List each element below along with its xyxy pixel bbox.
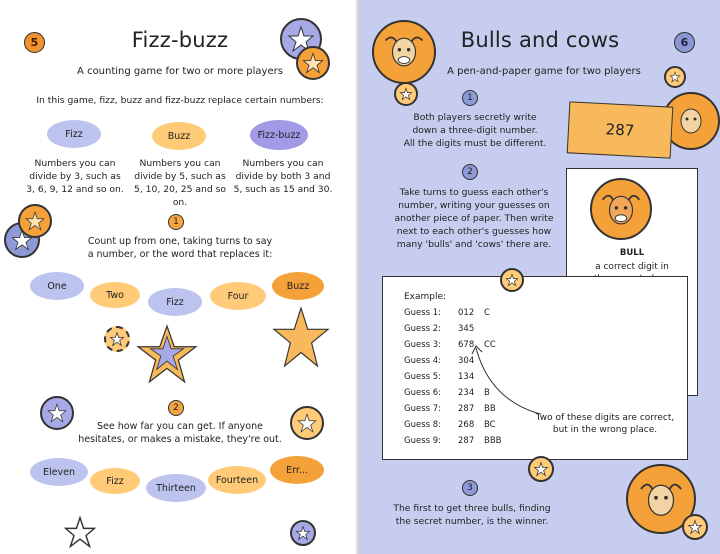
sequence-bubble-one: One	[30, 272, 84, 300]
fizz-desc-line: Numbers you can	[34, 158, 116, 169]
fizzbuzz-rule-bubble: Fizz-buzz	[250, 120, 308, 150]
left-page	[0, 0, 358, 554]
guess-value: 234	[458, 388, 475, 398]
small-star-badge-icon	[104, 326, 130, 352]
guess-label: Guess 9:	[404, 436, 442, 446]
fizzbuzz-desc-line: divide by both 3 and	[235, 171, 331, 182]
sequence-bubble-fizz: Fizz	[148, 288, 202, 316]
buzz-rule-bubble: Buzz	[152, 122, 206, 150]
step-1-line: Count up from one, taking turns to say	[87, 236, 273, 247]
example-heading: Example:	[404, 292, 447, 302]
guess-result: B	[484, 388, 490, 398]
fizz-desc-line: divide by 3, such as	[29, 171, 121, 182]
secret-number-card	[567, 101, 674, 158]
step-2-line: Take turns to guess each other's	[399, 187, 549, 198]
fizz-rule-description	[22, 157, 128, 196]
buzz-desc-line: Numbers you can	[139, 158, 221, 169]
step-3-number-right: 3	[462, 480, 478, 496]
fizz-desc-line: 3, 6, 9, 12 and so on.	[26, 184, 124, 195]
guess-label: Guess 8:	[404, 420, 442, 430]
step-2-number-right: 2	[462, 164, 478, 180]
guess-label: Guess 1:	[404, 308, 442, 318]
small-star-badge-icon	[394, 82, 418, 106]
page-title-left: Fizz-buzz	[131, 28, 229, 52]
step-2-number-left: 2	[168, 400, 184, 416]
step-2-line: hesitates, or makes a mistake, they're out.	[78, 434, 282, 445]
star-badge-icon	[296, 46, 330, 80]
step-3-text-right	[386, 502, 558, 528]
page-number-right: 6	[674, 32, 695, 53]
guess-value: 304	[458, 356, 475, 366]
sequence-bubble-fourteen: Fourteen	[208, 466, 266, 494]
sequence-bubble-two: Two	[90, 282, 140, 308]
fizzbuzz-rule-description	[230, 157, 336, 196]
step-1-text-left	[60, 235, 300, 261]
step-1-line: Both players secretly write	[413, 112, 537, 123]
small-star-medal-icon	[290, 520, 316, 546]
small-star-badge-icon	[664, 66, 686, 88]
star-badge-icon	[18, 204, 52, 238]
guess-label: Guess 3:	[404, 340, 442, 350]
step-3-line: The first to get three bulls, finding	[393, 503, 551, 514]
small-star-badge-icon	[682, 514, 708, 540]
guess-value: 268	[458, 420, 475, 430]
example-note-line: Two of these digits are correct,	[535, 413, 675, 423]
step-2-line: next to each other's guesses how	[396, 226, 552, 237]
buzz-desc-line: divide by 5, such as	[134, 171, 226, 182]
step-1-text-right	[400, 111, 550, 150]
guess-result: CC	[484, 340, 496, 350]
guess-label: Guess 2:	[404, 324, 442, 334]
step-1-number-right: 1	[462, 90, 478, 106]
sequence-bubble-buzz: Buzz	[272, 272, 324, 300]
example-note	[532, 412, 678, 436]
buzz-desc-line: 5, 10, 20, 25 and so on.	[134, 184, 226, 208]
annotation-arrow-icon	[470, 340, 550, 420]
step-1-line: a number, or the word that replaces it:	[87, 249, 273, 260]
guess-value: 678	[458, 340, 475, 350]
step-1-line: All the digits must be different.	[403, 138, 547, 149]
intro-text: In this game, fizz, buzz and fizz-buzz replace certain numbers:	[36, 95, 324, 106]
guess-label: Guess 6:	[404, 388, 442, 398]
subtitle-left: A counting game for two or more players	[77, 66, 283, 77]
guess-result: BBB	[484, 436, 502, 446]
bull-icon	[590, 178, 652, 240]
step-2-line: number, writing your guesses on	[398, 200, 550, 211]
page-number-left: 5	[24, 32, 45, 53]
secret-number: 287	[605, 120, 635, 140]
step-2-line: See how far you can get. If anyone	[97, 421, 263, 432]
guess-result: BC	[484, 420, 496, 430]
large-star-icon	[136, 324, 198, 386]
guess-label: Guess 4:	[404, 356, 442, 366]
sequence-bubble-err: Err...	[270, 456, 324, 484]
step-1-line: down a three-digit number.	[412, 125, 538, 136]
example-note-line: but in the wrong place.	[552, 425, 658, 435]
guess-value: 287	[458, 404, 475, 414]
small-star-badge-icon	[500, 268, 524, 292]
guess-result: BB	[484, 404, 496, 414]
guess-value: 345	[458, 324, 475, 334]
sparkle-star-icon	[62, 514, 98, 550]
fizzbuzz-desc-line: Numbers you can	[242, 158, 324, 169]
guess-label: Guess 5:	[404, 372, 442, 382]
fizz-rule-bubble: Fizz	[47, 120, 101, 148]
step-2-line: another piece of paper. Then write	[394, 213, 554, 224]
sequence-bubble-thirteen: Thirteen	[146, 474, 206, 502]
step-3-line: the secret number, is the winner.	[395, 516, 549, 527]
guess-value: 134	[458, 372, 475, 382]
subtitle-right: A pen-and-paper game for two players	[447, 66, 641, 77]
step-2-text-left	[58, 420, 302, 446]
step-2-text-right	[384, 186, 564, 251]
guess-result: C	[484, 308, 490, 318]
bull-definition-line: a correct digit in	[595, 262, 669, 272]
sequence-bubble-fizz-2: Fizz	[90, 468, 140, 494]
step-2-line: many 'bulls' and 'cows' there are.	[396, 239, 552, 250]
bull-label: BULL	[619, 248, 645, 258]
step-1-number-left: 1	[168, 214, 184, 230]
bull-head-medal-icon	[372, 20, 436, 84]
small-star-badge-icon	[528, 456, 554, 482]
guess-label: Guess 7:	[404, 404, 442, 414]
star-badge-icon	[290, 406, 324, 440]
orange-star-icon	[272, 306, 330, 370]
page-title-right: Bulls and cows	[460, 28, 620, 52]
buzz-rule-description	[126, 157, 234, 209]
guess-value: 287	[458, 436, 475, 446]
sequence-bubble-four: Four	[210, 282, 266, 310]
sequence-bubble-eleven: Eleven	[30, 458, 88, 486]
guess-value: 012	[458, 308, 475, 318]
fizzbuzz-desc-line: 5, such as 15 and 30.	[233, 184, 333, 195]
